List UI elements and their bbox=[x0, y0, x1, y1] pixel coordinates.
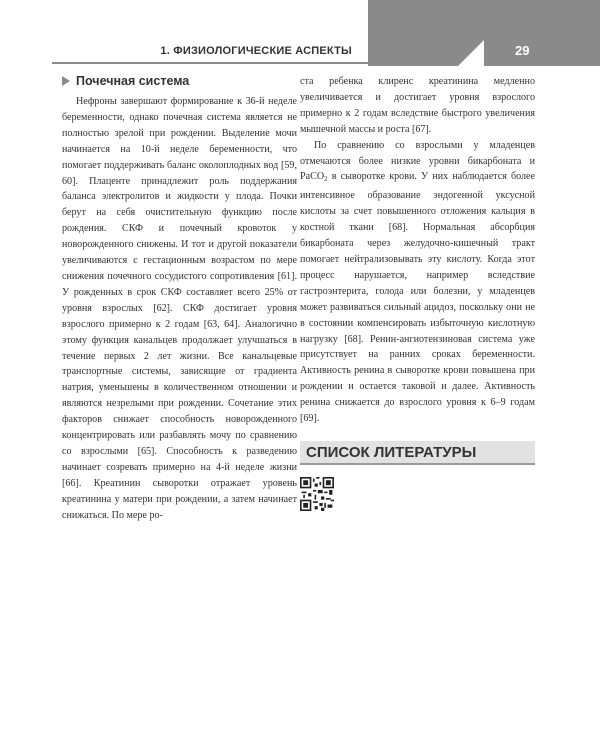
section-triangle-icon bbox=[62, 76, 70, 86]
subscript: 2 bbox=[324, 175, 328, 184]
body-paragraph: Нефроны завершают формирование к 36-й неделе беременности, однако почечная система является не полностью зрелой при рождении. Выделение мочи начинается на 10-й неделе беременности, что помогает поддерживать баланс околоплодных вод [59, 60]. Плаценте принадлежит роль поддержания баланса электролитов и жидкости у плода. Почки берут на себя очистительную функцию после рождения. СКФ и почечный кровоток у новорожденного снижены. И тот и другой показатели увеличиваются с гестационным возрастом по мере снижения почечного сосудистого сопротивления [61]. У рожденных в срок СКФ составляет всего 25% от уровня взрослых [62]. СКФ достигает уровня взрослого примерно к 2 годам [63, 64]. Аналогично этому функция канальцев продолжает улучшаться в течение первых 2 лет жизни. Все канальцевые транспортные системы, зависящие от градиента натрия, уменьшены в количественном отношении и являются незрелыми при рождении. Сочетание этих факторов снижает способность новорожденного концентрировать или разбавлять мочу по сравнению со взрослыми [65]. Способность к разведению начинает созревать примерно на 4-й неделе жизни [66]. Креатинин сыворотки отражает уровень креатинина у матери при рождении, а затем начинает снижаться. По мере ро- bbox=[62, 96, 297, 521]
section-heading-text: Почечная система bbox=[76, 74, 190, 88]
body-paragraph bbox=[300, 138, 535, 427]
page-number: 29 bbox=[515, 43, 530, 58]
header-corner-notch bbox=[458, 40, 484, 66]
body-paragraph-continued: ста ребенка клиренс креатинина медленно увеличивается и достигает уровня взрослого примерно к 2 годам вследствие быстрого увеличения мышечной массы и роста [67]. bbox=[300, 76, 535, 135]
header-rule bbox=[52, 62, 368, 64]
right-column bbox=[300, 74, 535, 511]
chapter-title: 1. ФИЗИОЛОГИЧЕСКИЕ АСПЕКТЫ bbox=[160, 45, 352, 57]
section-heading bbox=[62, 74, 297, 88]
references-heading: СПИСОК ЛИТЕРАТУРЫ bbox=[300, 441, 535, 465]
qr-code[interactable] bbox=[300, 477, 334, 511]
left-column bbox=[62, 74, 297, 523]
paragraph-text: По сравнению со взрослыми у младенцев отмечаются более низкие уровни бикарбоната и PaCO bbox=[300, 139, 535, 183]
header-band bbox=[368, 0, 600, 66]
paragraph-text: в сыворотке крови. У них наблюдается более интенсивное образование эндогенной уксусной кислоты за счет повышенного отложения кальция в костной ткани [68]. Нормальная абсорбция бикарбоната через желудочно-кишечный тракт помогает нейтрализовывать эту кислоту. Когда этот процесс нарушается, например вследствие гастроэнтерита, голода или болезни, у младенцев может развиваться сильный ацидоз, поскольку они не в состоянии компенсировать избыточную кислотную нагрузку [68]. Ренин-ангиотензиновая система уже присутствует на ранних сроках беременности. Активность ренина в сыворотке крови повышена при рождении и остается таковой и далее. Активность ренина снижается до взрослого уровня к 6–9 годам [69]. bbox=[300, 171, 535, 425]
